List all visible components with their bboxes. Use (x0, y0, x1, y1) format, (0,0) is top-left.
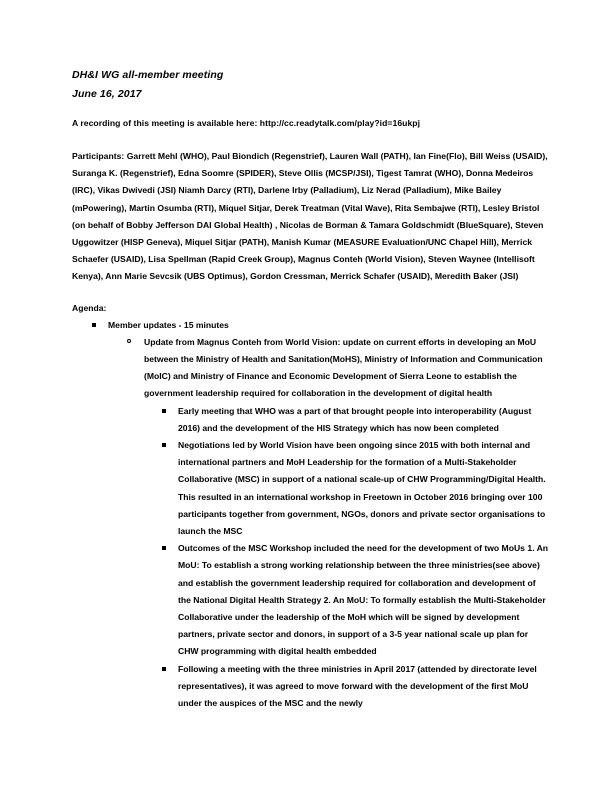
document-date: June 16, 2017 (72, 88, 142, 100)
spacer (72, 104, 550, 115)
list-item (144, 661, 550, 713)
document-title: DH&I WG all-member meeting (72, 69, 224, 81)
spacer (72, 286, 550, 300)
list-item (108, 334, 550, 712)
circle-bullet-icon (127, 339, 131, 343)
agenda-list-level3 (144, 403, 550, 713)
square-bullet-icon (162, 409, 166, 413)
spacer (72, 132, 550, 148)
list-item (144, 540, 550, 660)
list-item (72, 317, 550, 713)
list-item-label: Member updates - 15 minutes (108, 319, 229, 330)
list-item (144, 403, 550, 437)
list-item (144, 437, 550, 540)
recording-link-line: A recording of this meeting is available here: http://cc.readytalk.com/play?id=16ukpj (72, 118, 421, 128)
square-bullet-icon (162, 546, 166, 550)
agenda-list-level2 (108, 334, 550, 712)
list-item-label: Following a meeting with the three ministries in April 2017 (attended by directorate level representatives), it was agreed to move forward with the development of the first MoU under the auspices of the MSC and the newly (178, 663, 537, 709)
square-bullet-icon (162, 667, 166, 671)
agenda-heading: Agenda: (72, 302, 107, 313)
list-item-label: Update from Magnus Conteh from World Vision: update on current efforts in developing an MoU between the Ministry of Health and Sanitation(MoHS), Ministry of Information and Communication (MoIC) and Ministry of Finance and Economic Development of Sierra Leone to establish the government leadership required for collaboration in the development of digital health (144, 336, 543, 399)
document-body (72, 66, 550, 712)
participants-paragraph: Participants: Garrett Mehl (WHO), Paul Biondich (Regenstrief), Lauren Wall (PATH), Ian Fine(Flo), Bill Weiss (USAID), Suranga K. (Regenstrief), Edna Soomre (SPIDER), Steve Ollis (MCSP/JSI), Tigest Tamrat (WHO), Donna Medeiros (IRC), Vikas Dwivedi (JSI) Niamh Darcy (RTI), Darlene Irby (Palladium), Liz Nerad (Palladium), Mike Bailey (mPowering), Martin Osumba (RTI), Miquel Sitjar, Derek Treatman (Vital Wave), Rita Sembajwe (RTI), Lesley Bristol (on behalf of Bobby Jefferson DAI Global Health) , Nicolas de Borman & Tamara Goldschmidt (BlueSquare), Steven Uggowitzer (HISP Geneva), Miquel Sitjar (PATH), Manish Kumar (MEASURE Evaluation/UNC Chapel Hill), Merrick Schaefer (USAID), Lisa Spellman (Rapid Creek Group), Magnus Conteh (World Vision), Steven Waynee (Intellisoft Kenya), Ann Marie Sevcsik (UBS Optimus), Gordon Cressman, Merrick Schafer (USAID), Meredith Baker (JSI) (72, 151, 548, 282)
square-bullet-icon (162, 443, 166, 447)
list-item-label: Outcomes of the MSC Workshop included the need for the development of two MoUs 1. An MoU: To establish a strong working relationship between the three ministries(see above) and establish the government leadership required for collaboration and development of the National Digital Health Strategy 2. An MoU: To formally establish the Multi-Stakeholder Collaborative under the leadership of the MoH which will be signed by development partners, private sector and donors, in support of a 3-5 year national scale up plan for CHW programming with digital health embedded (178, 543, 549, 657)
list-item-label: Early meeting that WHO was a part of that brought people into interoperability (August 2016) and the development of the HIS Strategy which has now been completed (178, 405, 532, 433)
square-bullet-icon (92, 323, 96, 327)
agenda-list-level1 (72, 317, 550, 713)
list-item-label: Negotiations led by World Vision have been ongoing since 2015 with both internal and international partners and MoH Leadership for the formation of a Multi-Stakeholder Collaborative (MSC) in support of a national scale-up of CHW Programming/Digital Health. This resulted in an international workshop in Freetown in October 2016 bringing over 100 participants together from government, NGOs, donors and private sector organisations to launch the MSC (178, 440, 546, 537)
